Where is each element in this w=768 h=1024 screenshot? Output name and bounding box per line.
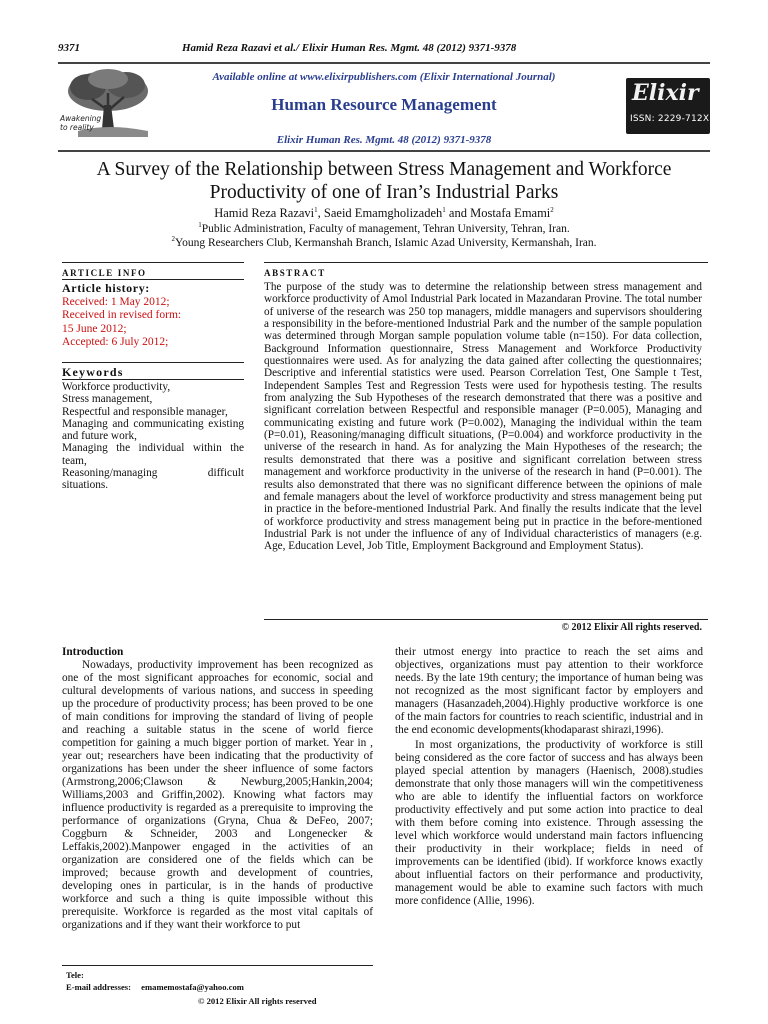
affiliation-1-sup: 1 <box>198 221 202 229</box>
affiliation-2 <box>58 235 710 249</box>
introduction-paragraph-3: In most organizations, the productivity of workforce is still being considered as the core factor of success and has always been played special attention by managers (Haenisch, 2008).studies demonstrate that only those managers will win the competitiveness who are able to identify the influential factors on workforce productivity effectively and put some action into practice to deal with them before coming into existence. Through assessing the level which workforce would understand main factors influencing their productivity in their workplace; fields in need of improvements can be identified (ibid). If workforce knows exactly about influential factors on their performance and productivity, management would be able to examine such factors with much more confidence (Allie, 1996). <box>395 739 703 907</box>
affiliation-2-sup: 2 <box>171 235 175 243</box>
author-3-sup: 2 <box>550 206 554 214</box>
introduction-paragraph-2: their utmost energy into practice to reach the set aims and objectives, organizations must pay attention to their workforce needs. By the late 19th century; the importance of human being was not recognized as the most significant factor by employers and managers (Hasanzadeh,2004).Highly productive workforce is one of the main factors for countries to reach scientific, industrial and in the end economic developments(khodaparast shirazi,1996). <box>395 646 703 736</box>
author-2-sup: 1 <box>442 206 446 214</box>
keywords-label-rule <box>62 379 244 380</box>
article-history-list <box>62 296 244 349</box>
author-1-sup: 1 <box>314 206 318 214</box>
keyword-item: Managing and communicating existing and future work, <box>62 417 244 443</box>
affiliation-1 <box>58 221 710 235</box>
history-revised: Received in revised form: <box>62 309 182 322</box>
author-separator-1: , <box>317 206 324 221</box>
available-online-text: Available online at www.elixirpublishers.com (Elixir International Journal) <box>212 71 556 83</box>
paper-title <box>58 158 710 204</box>
page-number: 9371 <box>58 42 80 54</box>
running-header-citation: Hamid Reza Razavi et al./ Elixir Human Res. Mgmt. 48 (2012) 9371-9378 <box>182 42 517 54</box>
affiliation-1-text: Public Administration, Faculty of management, Tehran University, Tehran, Iran. <box>201 222 570 235</box>
abstract-top-rule <box>264 262 708 263</box>
author-2: Saeid Emamgholizadeh <box>323 206 443 221</box>
email-address: emamemostafa@yahoo.com <box>141 982 244 992</box>
footnote-tele: Tele: <box>66 970 84 980</box>
article-info-top-rule <box>62 262 244 263</box>
affiliation-2-text: Young Researchers Club, Kermanshah Branch, Islamic Azad University, Kermanshah, Iran. <box>174 236 597 249</box>
logo-text-reality: to reality <box>60 123 94 132</box>
author-list <box>58 206 710 221</box>
logo-text-awakening: Awakening <box>60 114 102 123</box>
title-line-1: A Survey of the Relationship between Stress Management and Workforce <box>96 159 672 180</box>
keyword-item: Respectful and responsible manager, <box>62 405 228 418</box>
footnote-email <box>66 982 244 992</box>
article-info-label: ARTICLE INFO <box>62 268 147 278</box>
journal-banner <box>58 62 710 152</box>
issn-text: ISSN: 2229-712X <box>630 114 710 124</box>
abstract-label: ABSTRACT <box>264 268 326 278</box>
elixir-logo <box>626 78 710 134</box>
keyword-item: Stress management, <box>62 393 153 406</box>
introduction-paragraph-1: Nowadays, productivity improvement has been recognized as one of the most significant approaches for economic, social and cultural developments of various nations, and success in speeding up the procedure of productivity process; has been proved to be one of main conditions for improving the standard of living of people and reaching a suitable status in the scene of world fierce competition for gaining a much bigger portion of market. Year in , year out; researchers have been indicating that the productivity of organizations has been under the sheer influence of some factors (Armstrong,2006;Clawson & Newburg,2005;Hankin,2004; Williams,2003 and Griffin,2002). Knowing what factors may influence productivity is regarded as a prerequisite to improving the performance of organizations (Gryna, Chua & DeFeo, 2007; Coggburn & Schneider, 2003 and Longenecker & Leffakis,2002).Manpower engaged in the activities of an organization are considered one of the fields which can be improved; because growth and development of countries, developing ones in particular, is in the hands of productive workforce and such a thing is quite impossible without this prerequisite. Workforce is regarded as the most vital capitals of organizations and if they want their workforce to put <box>62 659 373 931</box>
email-label: E-mail addresses: <box>66 982 132 992</box>
keyword-item: Reasoning/managing difficult situations. <box>62 467 244 492</box>
keywords-list <box>62 381 244 492</box>
abstract-bottom-rule <box>264 619 708 620</box>
footnote-rule <box>62 965 373 966</box>
banner-citation: Elixir Human Res. Mgmt. 48 (2012) 9371-9378 <box>276 134 492 146</box>
body-left-column <box>62 646 373 932</box>
history-received: Received: 1 May 2012; <box>62 296 170 308</box>
introduction-heading: Introduction <box>62 646 124 658</box>
keyword-item: Workforce productivity, <box>62 381 171 393</box>
author-separator-2: and <box>445 206 471 221</box>
abstract-text: The purpose of the study was to determine the relationship between stress management and workforce productivity of Amol Industrial Park located in Mazandaran Provine. The total number of universe of the research was 250 top managers, middle managers and supervisors shouldering a responsibility in the before-mentioned Industrial Park and the number of the sample population was determined through Morgan sample population volume table (n=150). For data collection, Background Information questionnaire, Stress Management and Workforce Productivity questionnaires were used. As for analyzing the data gained after collecting the questionnaires; Descriptive and inferential statistics were used. Pearson Correlation Test, One Sample t Test, Independent Samples Test and Regression Tests were used for hypothesis testing. The results from analyzing the Sub Hypotheses of the research demonstrated that there was a positive and significant correlation between Respectful and responsible manager (P=0.005), Managing and communicating existing and future work (P=0.002), Managing the individual within the team (P=0.01), Reasoning/managing difficult situations, (P=0.004) and workforce productivity in the universe of the research in hand. As for analyzing the Main Hypotheses of the research; the results demonstrated that there was a positive and significant correlation between stress management and workforce productivity in the universe of the research in hand (P=0.001). The results also demonstrated that there was no significant difference between the opinions of male and female managers about the level of workforce productivity and stress management being put in practice in the before-mentioned Industrial Park. And finally the results indicate that the level of workforce productivity and stress management being put in practice in the before-mentioned Industrial Park is not under the influence of any of Individual characteristics of managers (e.g. Age, Education Level, Job Title, Employment Background and Employment Status). <box>264 281 702 553</box>
footer-copyright: © 2012 Elixir All rights reserved <box>198 996 317 1006</box>
author-3: Mostafa Emami <box>470 206 551 221</box>
keywords-title: Keywords <box>62 365 124 379</box>
title-line-2: Productivity of one of Iran’s Industrial Parks <box>209 182 559 203</box>
keyword-item: Managing the individual within the team, <box>62 442 244 467</box>
journal-title: Human Resource Management <box>271 95 497 114</box>
history-revised-date: 15 June 2012; <box>62 322 127 335</box>
article-info-label-rule <box>62 279 244 280</box>
body-right-column <box>395 646 703 908</box>
abstract-copyright: © 2012 Elixir All rights reserved. <box>561 622 702 633</box>
history-accepted: Accepted: 6 July 2012; <box>62 335 169 348</box>
author-1: Hamid Reza Razavi <box>214 206 315 221</box>
keywords-top-rule <box>62 362 244 363</box>
article-history-title: Article history: <box>62 281 150 295</box>
elixir-logo-word: Elixir <box>632 80 699 106</box>
